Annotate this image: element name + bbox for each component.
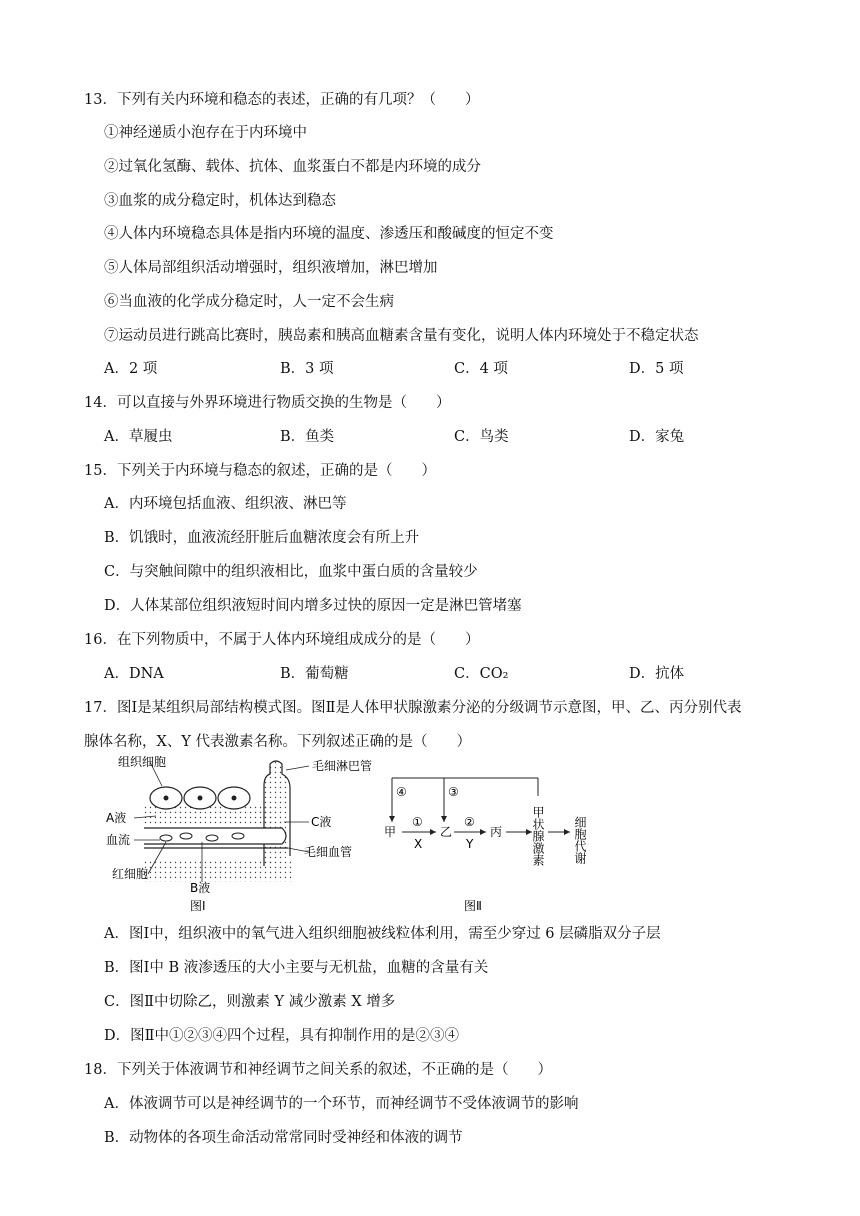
q15-stem: 15．下列关于内环境与稳态的叙述，正确的是（ ） — [84, 463, 436, 479]
q13-item-5: ⑤人体局部组织活动增强时，组织液增加，淋巴增加 — [104, 260, 438, 276]
q16-options — [104, 664, 804, 684]
node-yi: 乙 — [440, 825, 453, 839]
q17-stem-line2: 腺体名称，X、Y 代表激素名称。下列叙述正确的是（ ） — [84, 734, 472, 750]
q13-item-3: ③血浆的成分稳定时，机体达到稳态 — [104, 193, 336, 209]
label-red-cell: 红细胞 — [112, 867, 149, 881]
label-blood-flow: 血流 — [106, 833, 131, 847]
q13-item-2: ②过氧化氢酶、载体、抗体、血浆蛋白不都是内环境的成分 — [104, 159, 481, 175]
q14-stem: 14．可以直接与外界环境进行物质交换的生物是（ ） — [84, 395, 451, 411]
q13-option-d[interactable]: D．5 项 — [629, 361, 684, 377]
node-cell-metabolism: 细胞代谢 — [573, 816, 587, 864]
q15-option-b[interactable]: B．饥饿时，血液流经肝脏后血糖浓度会有所上升 — [104, 530, 420, 546]
tissue-cells — [150, 787, 250, 809]
label-tissue-cell: 组织细胞 — [118, 756, 167, 769]
q18-stem: 18．下列关于体液调节和神经调节之间关系的叙述，不正确的是（ ） — [84, 1062, 552, 1078]
q14-option-b[interactable]: B．鱼类 — [280, 429, 335, 445]
q16-option-a[interactable]: A．DNA — [104, 666, 164, 682]
step-3: ③ — [448, 785, 459, 799]
q14-option-c[interactable]: C．鸟类 — [454, 429, 509, 445]
q16-option-d[interactable]: D．抗体 — [629, 666, 685, 682]
q13-item-1: ①神经递质小泡存在于内环境中 — [104, 125, 307, 141]
q16-stem: 16．在下列物质中，不属于人体内环境组成成分的是（ ） — [84, 632, 480, 648]
node-bing: 丙 — [490, 825, 503, 839]
label-a-fluid: A液 — [106, 811, 127, 825]
hormone-x: X — [414, 837, 423, 851]
q17-option-c[interactable]: C．图Ⅱ中切除乙，则激素 Y 减少激素 X 增多 — [104, 994, 396, 1010]
node-jia: 甲 — [384, 825, 397, 839]
step-2: ② — [464, 815, 475, 829]
q16-option-b[interactable]: B．葡萄糖 — [280, 666, 349, 682]
label-b-fluid: B液 — [190, 881, 211, 895]
figure-2-regulation-diagram — [382, 756, 602, 916]
q15-option-a[interactable]: A．内环境包括血液、组织液、淋巴等 — [104, 496, 347, 512]
q18-option-b[interactable]: B．动物体的各项生命活动常常同时受神经和体液的调节 — [104, 1130, 463, 1146]
q13-item-7: ⑦运动员进行跳高比赛时，胰岛素和胰高血糖素含量有变化，说明人体内环境处于不稳定状态 — [104, 328, 699, 344]
label-lymph-capillary: 毛细淋巴管 — [312, 759, 373, 773]
q16-option-c[interactable]: C．CO₂ — [454, 666, 509, 682]
q13-stem: 13．下列有关内环境和稳态的表述，正确的有几项？（ ） — [84, 92, 480, 108]
step-4: ④ — [396, 785, 407, 799]
label-blood-capillary: 毛细血管 — [304, 845, 353, 859]
figure-1-caption: 图Ⅰ — [190, 899, 206, 913]
q15-option-c[interactable]: C．与突触间隙中的组织液相比，血浆中蛋白质的含量较少 — [104, 564, 478, 580]
q13-item-6: ⑥当血液的化学成分稳定时，人一定不会生病 — [104, 294, 394, 310]
node-thyroid-hormone: 甲状腺激素 — [531, 806, 545, 866]
q14-options — [104, 427, 804, 447]
figure-2-caption: 图Ⅱ — [464, 899, 482, 913]
hormone-y: Y — [466, 837, 474, 851]
q13-options — [104, 359, 804, 379]
q17-stem-line1: 17．图Ⅰ是某组织局部结构模式图。图Ⅱ是人体甲状腺激素分泌的分级调节示意图，甲、乙、丙分别代表 — [84, 700, 742, 716]
figure-1-tissue-diagram — [104, 756, 376, 916]
step-1: ① — [412, 815, 423, 829]
q13-option-a[interactable]: A．2 项 — [104, 361, 158, 377]
q15-option-d[interactable]: D．人体某部位组织液短时间内增多过快的原因一定是淋巴管堵塞 — [104, 598, 522, 614]
q17-option-a[interactable]: A．图Ⅰ中，组织液中的氧气进入组织细胞被线粒体利用，需至少穿过 6 层磷脂双分子层 — [104, 926, 661, 942]
q13-option-c[interactable]: C．4 项 — [454, 361, 508, 377]
q13-option-b[interactable]: B．3 项 — [280, 361, 334, 377]
label-c-fluid: C液 — [311, 815, 332, 829]
q18-option-a[interactable]: A．体液调节可以是神经调节的一个环节，而神经调节不受体液调节的影响 — [104, 1096, 579, 1112]
q13-item-4: ④人体内环境稳态具体是指内环境的温度、渗透压和酸碱度的恒定不变 — [104, 226, 554, 242]
q14-option-d[interactable]: D．家兔 — [629, 429, 685, 445]
q17-option-b[interactable]: B．图Ⅰ中 B 液渗透压的大小主要与无机盐，血糖的含量有关 — [104, 960, 489, 976]
q14-option-a[interactable]: A．草履虫 — [104, 429, 173, 445]
q17-option-d[interactable]: D．图Ⅱ中①②③④四个过程，具有抑制作用的是②③④ — [104, 1028, 459, 1044]
